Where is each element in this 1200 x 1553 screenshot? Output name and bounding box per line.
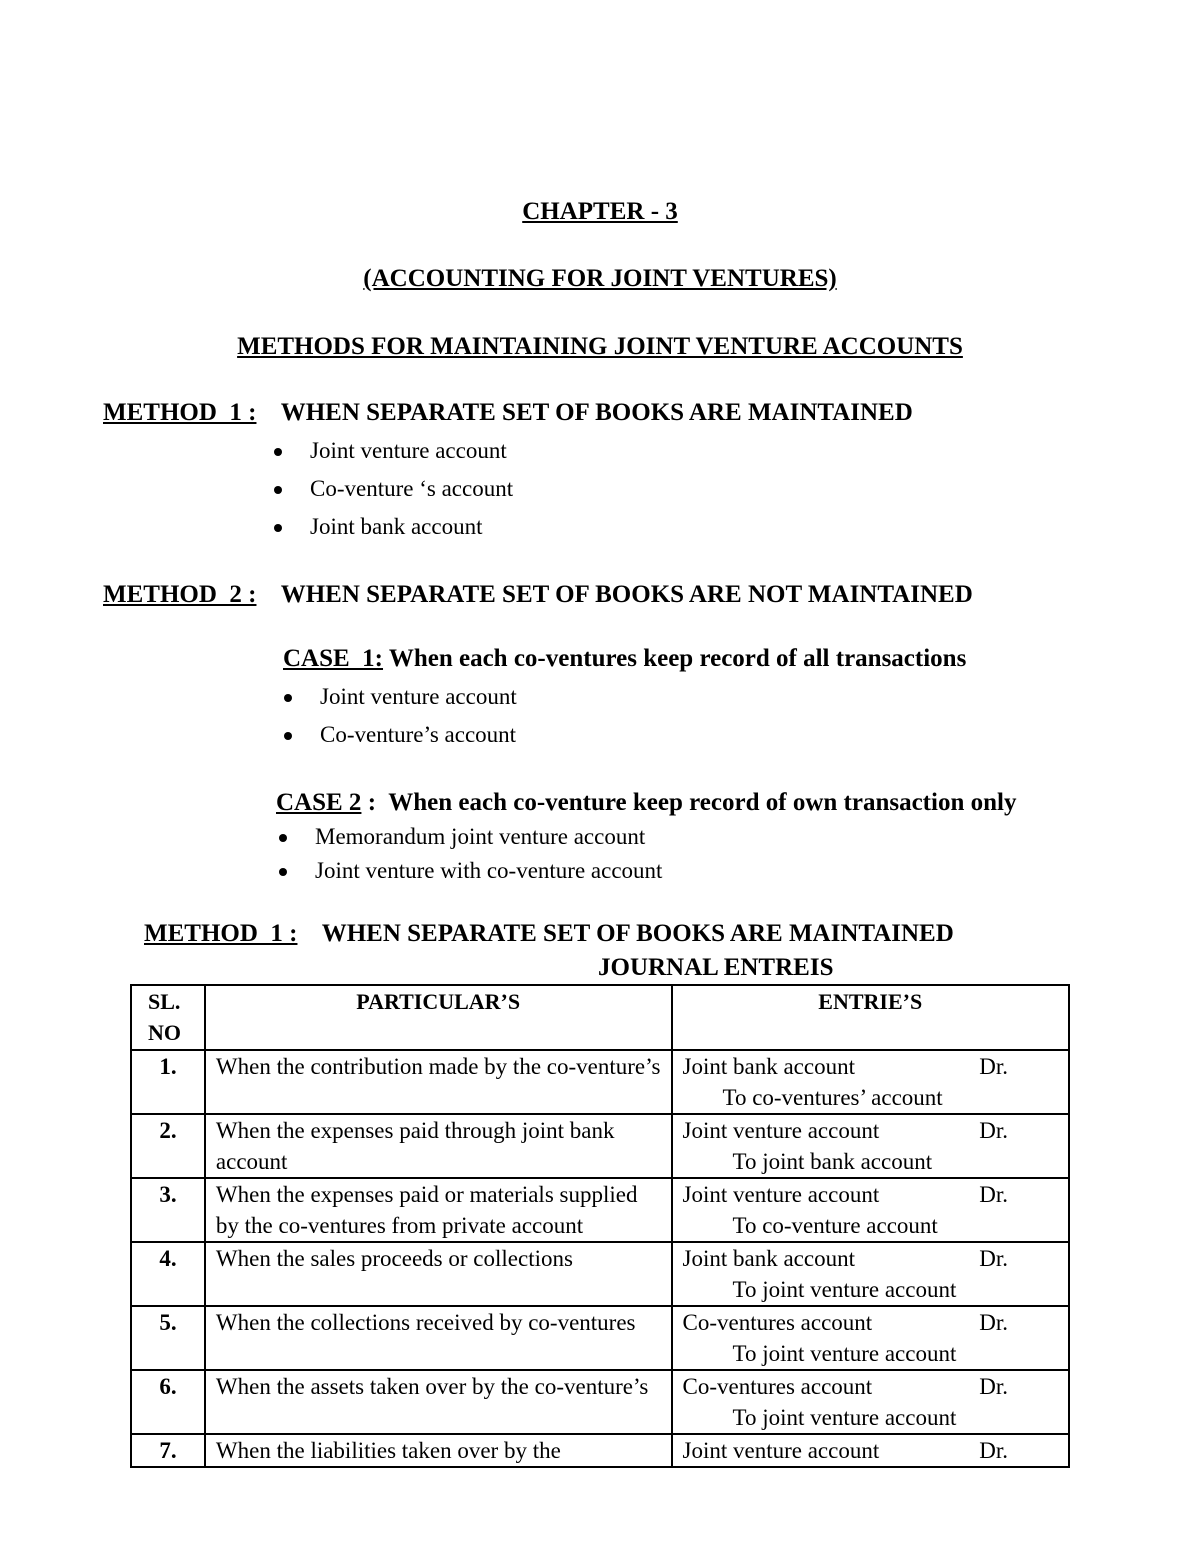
method1-title: WHEN SEPARATE SET OF BOOKS ARE MAINTAINED	[280, 399, 913, 426]
dr-mark: Dr.	[979, 1246, 1008, 1271]
debit-account: Joint bank account	[682, 1054, 855, 1079]
list-item: Co-venture ‘s account	[270, 474, 513, 512]
table-row	[131, 1114, 1069, 1178]
method1-repeat-heading	[144, 920, 954, 948]
case1-title: When each co-ventures keep record of all transactions	[388, 645, 967, 672]
table-row	[131, 1242, 1069, 1306]
method2-heading	[103, 581, 973, 609]
credit-account: To co-venture account	[732, 1213, 938, 1238]
table-row	[131, 1370, 1069, 1434]
row-entry	[672, 1242, 1070, 1306]
list-item: Joint venture account	[270, 436, 513, 474]
table-row	[131, 1178, 1069, 1242]
credit-account: To joint bank account	[732, 1149, 933, 1174]
row-particular: When the collections received by co-ventures	[205, 1306, 672, 1370]
row-particular: When the sales proceeds or collections	[205, 1242, 672, 1306]
list-item: Memorandum joint venture account	[275, 822, 662, 856]
debit-account: Joint venture account	[682, 1118, 880, 1143]
row-particular: When the assets taken over by the co-venture’s	[205, 1370, 672, 1434]
methods-heading: METHODS FOR MAINTAINING JOINT VENTURE ACCOUNTS	[237, 333, 963, 360]
method1-repeat-label: METHOD 1 :	[144, 920, 298, 947]
dr-mark: Dr.	[979, 1054, 1008, 1079]
case1-label: CASE 1:	[283, 645, 384, 672]
row-entry	[672, 1306, 1070, 1370]
case2-label: CASE 2	[276, 789, 362, 816]
table-row	[131, 1434, 1069, 1467]
row-entry	[672, 1370, 1070, 1434]
row-particular: When the expenses paid or materials supplied by the co-ventures from private account	[205, 1178, 672, 1242]
header-sl-no: SL. NO	[131, 985, 205, 1050]
case2-heading	[276, 789, 1016, 817]
row-number: 4.	[131, 1242, 205, 1306]
row-entry	[672, 1178, 1070, 1242]
row-number: 2.	[131, 1114, 205, 1178]
case1-heading	[283, 645, 966, 673]
case2-list	[275, 822, 662, 890]
case2-title: When each co-venture keep record of own transaction only	[388, 789, 1017, 816]
row-number: 7.	[131, 1434, 205, 1467]
row-number: 5.	[131, 1306, 205, 1370]
list-item: Joint venture account	[280, 682, 517, 720]
list-item: Joint venture with co-venture account	[275, 856, 662, 890]
credit-account: To joint venture account	[732, 1405, 957, 1430]
dr-mark: Dr.	[979, 1118, 1008, 1143]
debit-account: Joint venture account	[682, 1182, 880, 1207]
case1-list	[280, 682, 517, 758]
table-row	[131, 1306, 1069, 1370]
row-number: 1.	[131, 1050, 205, 1114]
dr-mark: Dr.	[979, 1374, 1008, 1399]
debit-account: Joint venture account	[682, 1438, 880, 1463]
table-row	[131, 1050, 1069, 1114]
method1-list	[270, 436, 513, 550]
row-entry	[672, 1434, 1070, 1467]
dr-mark: Dr.	[979, 1310, 1008, 1335]
header-particulars: PARTICULAR’S	[205, 985, 672, 1050]
method1-label: METHOD 1 :	[103, 399, 257, 426]
method1-heading	[103, 399, 913, 427]
row-particular: When the contribution made by the co-venture’s	[205, 1050, 672, 1114]
method1-repeat-title: WHEN SEPARATE SET OF BOOKS ARE MAINTAINED	[321, 920, 954, 947]
row-entry	[672, 1114, 1070, 1178]
table-header-row	[131, 985, 1069, 1050]
row-entry	[672, 1050, 1070, 1114]
debit-account: Co-ventures account	[682, 1374, 873, 1399]
debit-account: Co-ventures account	[682, 1310, 873, 1335]
row-particular: When the expenses paid through joint bank account	[205, 1114, 672, 1178]
dr-mark: Dr.	[979, 1438, 1008, 1463]
dr-mark: Dr.	[979, 1182, 1008, 1207]
row-number: 3.	[131, 1178, 205, 1242]
header-entries: ENTRIE’S	[672, 985, 1070, 1050]
row-particular: When the liabilities taken over by the	[205, 1434, 672, 1467]
list-item: Joint bank account	[270, 512, 513, 550]
case2-separator: :	[361, 789, 383, 816]
row-number: 6.	[131, 1370, 205, 1434]
method2-label: METHOD 2 :	[103, 581, 257, 608]
chapter-subtitle: (ACCOUNTING FOR JOINT VENTURES)	[363, 265, 837, 292]
credit-account: To joint venture account	[732, 1341, 957, 1366]
journal-title: JOURNAL ENTREIS	[598, 954, 834, 981]
journal-entries-table	[130, 984, 1070, 1468]
chapter-heading: CHAPTER - 3	[522, 198, 678, 225]
credit-account: To co-ventures’ account	[722, 1085, 943, 1110]
list-item: Co-venture’s account	[280, 720, 517, 758]
debit-account: Joint bank account	[682, 1246, 855, 1271]
method2-title: WHEN SEPARATE SET OF BOOKS ARE NOT MAINTAINED	[280, 581, 973, 608]
credit-account: To joint venture account	[732, 1277, 957, 1302]
